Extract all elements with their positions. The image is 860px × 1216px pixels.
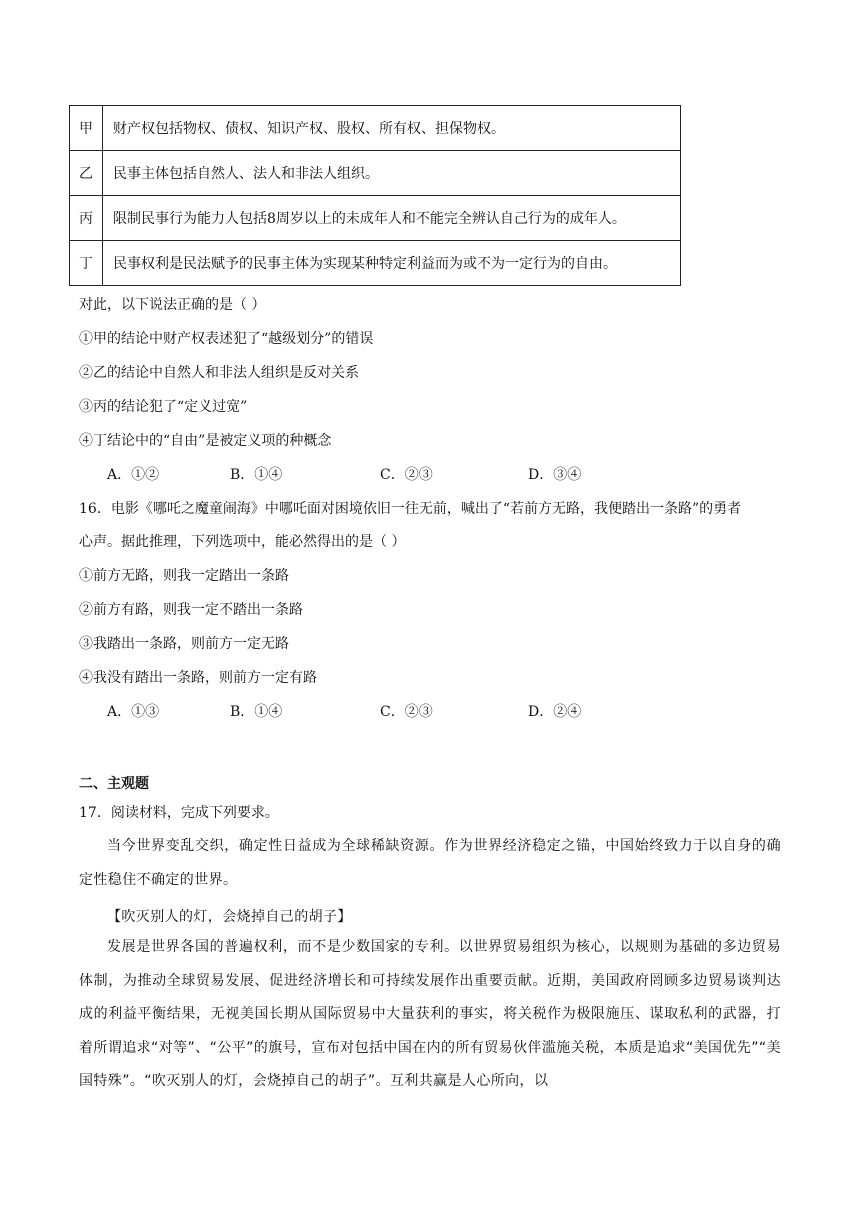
q15-option-a[interactable]: A．①②	[107, 467, 160, 483]
q16-option-a[interactable]: A．①③	[107, 704, 160, 720]
row-key: 丙	[70, 196, 103, 241]
section-title: 二、主观题	[79, 776, 149, 792]
q16-item-1: ①前方无路，则我一定踏出一条路	[79, 568, 289, 584]
q16-option-d[interactable]: D．②④	[528, 704, 582, 720]
q15-item-1: ①甲的结论中财产权表述犯了“越级划分”的错误	[79, 331, 374, 347]
q15-stem: 对此，以下说法正确的是（ ）	[79, 297, 266, 313]
table-row	[70, 151, 681, 196]
row-text: 民事权利是民法赋予的民事主体为实现某种特定利益而为或不为一定行为的自由。	[103, 241, 681, 286]
q15-option-b[interactable]: B．①④	[230, 467, 283, 483]
row-text: 民事主体包括自然人、法人和非法人组织。	[103, 151, 681, 196]
q16-stem-line2: 心声。据此推理，下列选项中，能必然得出的是（ ）	[79, 534, 406, 550]
material-paragraph-2: 发展是世界各国的普遍权利，而不是少数国家的专利。以世界贸易组织为核心，以规则为基础的多边贸易体制，为推动全球贸易发展、促进经济增长和可持续发展作出重要贡献。近期，美国政府罔顾多边贸易谈判达成的利益平衡结果，无视美国长期从国际贸易中大量获利的事实，将关税作为极限施压、谋取私利的武器，打着所谓追求“对等”、“公平”的旗号，宣布对包括中国在内的所有贸易伙伴滥施关税，本质是追求“美国优先”“美国特殊”。“吹灭别人的灯，会烧掉自己的胡子”。互利共赢是人心所向，以	[79, 939, 781, 1089]
row-text: 财产权包括物权、债权、知识产权、股权、所有权、担保物权。	[103, 106, 681, 151]
row-key: 丁	[70, 241, 103, 286]
q16-option-c[interactable]: C．②③	[380, 704, 433, 720]
q16-item-3: ③我踏出一条路，则前方一定无路	[79, 636, 289, 652]
material-subheading: 【吹灭别人的灯，会烧掉自己的胡子】	[107, 909, 352, 925]
q16-item-4: ④我没有踏出一条路，则前方一定有路	[79, 670, 317, 686]
q15-item-3: ③丙的结论犯了“定义过宽”	[79, 399, 248, 415]
definitions-table	[69, 105, 681, 286]
table-row	[70, 241, 681, 286]
q16-stem-line1: 16．电影《哪吒之魔童闹海》中哪吒面对困境依旧一往无前，喊出了“若前方无路，我便踏出一条路”的勇者	[79, 501, 742, 517]
q15-item-4: ④丁结论中的“自由”是被定义项的种概念	[79, 433, 332, 449]
q16-item-2: ②前方有路，则我一定不踏出一条路	[79, 602, 303, 618]
row-text: 限制民事行为能力人包括8周岁以上的未成年人和不能完全辨认自己行为的成年人。	[103, 196, 681, 241]
row-key: 甲	[70, 106, 103, 151]
q16-option-b[interactable]: B．①④	[230, 704, 283, 720]
table-row	[70, 196, 681, 241]
q15-option-d[interactable]: D．③④	[528, 467, 582, 483]
material-paragraph-1: 当今世界变乱交织，确定性日益成为全球稀缺资源。作为世界经济稳定之锚，中国始终致力于以自身的确定性稳住不确定的世界。	[79, 838, 781, 888]
q15-option-c[interactable]: C．②③	[380, 467, 433, 483]
q15-item-2: ②乙的结论中自然人和非法人组织是反对关系	[79, 365, 359, 381]
table-row	[70, 106, 681, 151]
row-key: 乙	[70, 151, 103, 196]
q17-stem: 17．阅读材料，完成下列要求。	[79, 805, 279, 821]
